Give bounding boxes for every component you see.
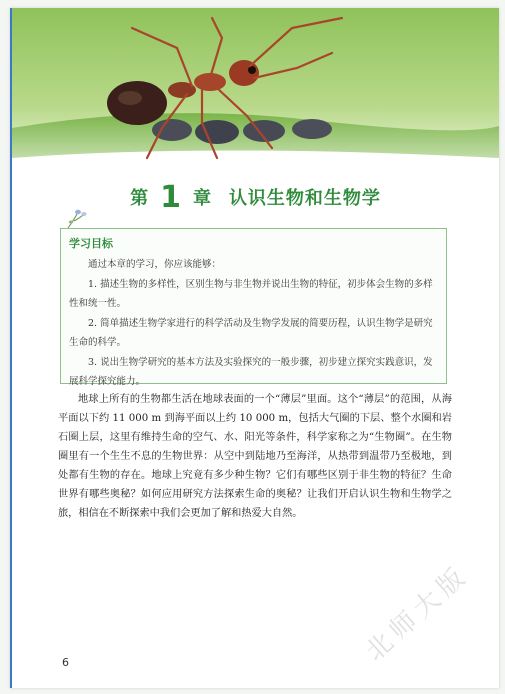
publisher-watermark: 北师大版 xyxy=(360,559,476,668)
intro-paragraph: 地球上所有的生物都生活在地球表面的一个“薄层”里面。这个“薄层”的范围，从海平面以下约 11 000 m 到海平面以上约 10 000 m，包括大气圈的下层、整个水圈和岩石圈上层，这里有维持生命的空气、水、阳光等条件，科学家称之为“生物圈”。在生物圈里有一个生生不息的生物世界：从空中到陆地乃至海洋，从热带到温带乃至极地，到处都有生物的存在。地球上究竟有多少种生物？它们有哪些区别于非生物的特征？生命世界有哪些奥秘？如何应用研究方法探索生命的奥秘？让我们开启认识生物和生物学之旅，相信在不断探索中我们会更加了解和热爱大自然。 xyxy=(58,394,452,519)
ant-aphid-banner-photo xyxy=(12,8,499,188)
chapter-number: 1 xyxy=(160,180,181,215)
flower-sprig-icon xyxy=(64,208,90,230)
learning-goals-box xyxy=(60,228,447,387)
chapter-suffix: 章 xyxy=(192,188,211,209)
page-number: 6 xyxy=(62,656,69,669)
chapter-name: 认识生物和生物学 xyxy=(228,188,381,209)
learning-goal-item: 2. 简单描述生物学家进行的科学活动及生物学发展的简要历程，认识生物学是研究生命的科学。 xyxy=(69,317,433,348)
learning-goal-item: 1. 描述生物的多样性，区别生物与非生物并说出生物的特征，初步体会生物的多样性和统一性。 xyxy=(69,278,433,309)
textbook-page xyxy=(10,8,499,688)
learning-goal-item: 3. 说出生物学研究的基本方法及实验探究的一般步骤，初步建立探究实践意识，发展科学探究能力。 xyxy=(69,356,433,387)
learning-goals-heading: 学习目标 xyxy=(69,237,113,250)
learning-goals-intro: 通过本章的学习，你应该能够： xyxy=(88,259,222,270)
chapter-prefix: 第 xyxy=(130,188,149,209)
learning-goals-body xyxy=(69,255,439,392)
